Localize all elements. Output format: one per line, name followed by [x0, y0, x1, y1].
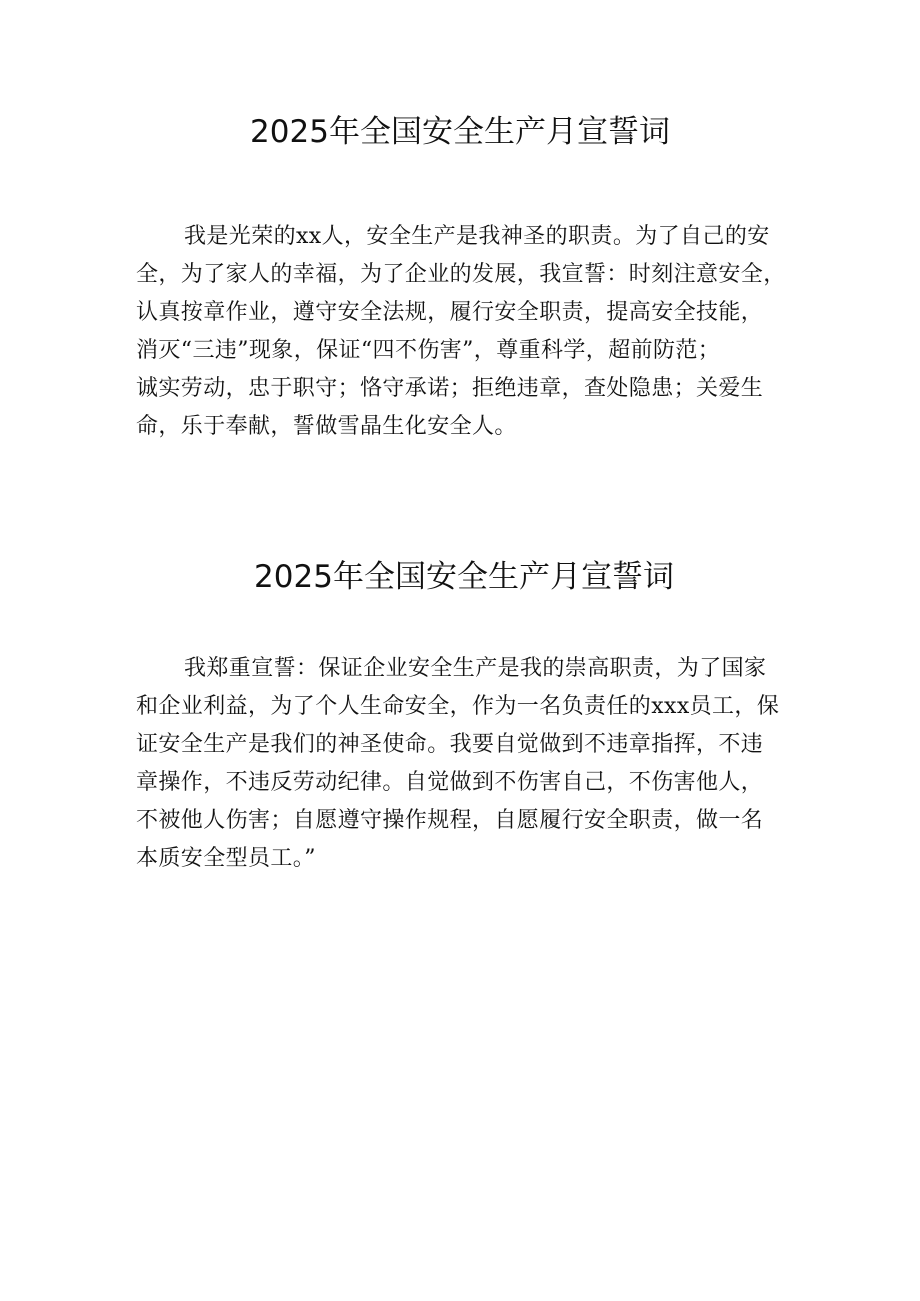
paragraph-line: 全，为了家人的幸福，为了企业的发展，我宣誓：时刻注意安全，: [136, 262, 786, 287]
paragraph-line: 不被他人伤害；自愿遵守操作规程，自愿履行安全职责，做一名: [136, 808, 764, 833]
paragraph-line: 认真按章作业，遵守安全法规，履行安全职责，提高安全技能，: [136, 300, 764, 325]
section-1-title: 2025年全国安全生产月宣誓词: [250, 114, 670, 150]
paragraph-line: 章操作，不违反劳动纪律。自觉做到不伤害自己，不伤害他人，: [136, 770, 764, 795]
section-1-paragraph: [136, 218, 796, 446]
paragraph-line: 我是光荣的xx人，安全生产是我神圣的职责。为了自己的安: [184, 224, 770, 249]
paragraph-line: 证安全生产是我们的神圣使命。我要自觉做到不违章指挥，不违: [136, 732, 764, 757]
paragraph-line: 诚实劳动，忠于职守；恪守承诺；拒绝违章，查处隐患；关爱生: [136, 376, 764, 401]
paragraph-line: 和企业利益，为了个人生命安全，作为一名负责任的xxx员工，保: [136, 694, 780, 719]
paragraph-line: 本质安全型员工。”: [136, 846, 316, 871]
paragraph-line: 命，乐于奉献，誓做雪晶生化安全人。: [136, 414, 517, 439]
section-2-title: 2025年全国安全生产月宣誓词: [254, 559, 674, 595]
paragraph-line: 消灭“三违”现象，保证“四不伤害”，尊重科学，超前防范；: [136, 338, 721, 363]
paragraph-line: 我郑重宣誓：保证企业安全生产是我的崇高职责，为了国家: [184, 656, 767, 681]
section-2-paragraph: [136, 650, 796, 878]
